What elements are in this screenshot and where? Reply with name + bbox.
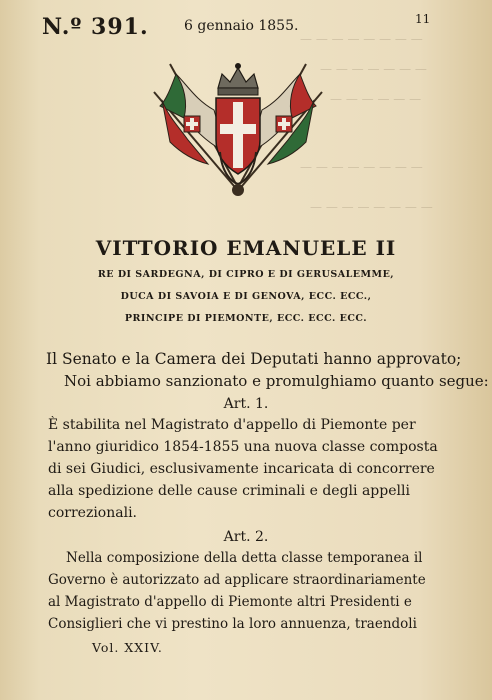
article-line: l'anno giuridico 1854-1855 una nuova classe composta	[48, 439, 438, 455]
show-through-text: — — — — — — —	[320, 62, 427, 76]
preamble-line: Noi abbiamo sanzionato e promulghiamo quanto segue:	[64, 372, 489, 390]
article-line: correzionali.	[48, 505, 137, 521]
sovereign-name: VITTORIO EMANUELE II	[95, 236, 397, 260]
article-line: È stabilita nel Magistrato d'appello di Piemonte per	[48, 417, 416, 433]
volume-signature: Vol. XXIV.	[92, 640, 163, 655]
article-line: di sei Giudici, esclusivamente incaricata di concorrere	[48, 461, 435, 477]
article-line: Consiglieri che vi prestino la loro annuenza, traendoli	[48, 616, 417, 632]
decree-number: N.º 391.	[42, 14, 149, 40]
article-heading: Art. 1.	[223, 396, 269, 412]
article-line: alla spedizione delle cause criminali e degli appelli	[48, 483, 410, 499]
badge-icon	[232, 184, 244, 196]
preamble-line: Il Senato e la Camera dei Deputati hanno approvato;	[46, 350, 462, 368]
document-header	[0, 8, 492, 38]
sovereign-title-line: PRINCIPE DI PIEMONTE, ECC. ECC. ECC.	[124, 313, 368, 324]
crown-icon	[218, 63, 258, 95]
decree-date: 6 gennaio 1855.	[184, 18, 299, 34]
page-number: 11	[415, 12, 431, 26]
article-line: al Magistrato d'appello di Piemonte altri Presidenti e	[48, 594, 412, 610]
savoy-coat-of-arms-icon	[148, 56, 328, 206]
sovereign-title-line: DUCA DI SAVOIA E DI GENOVA, ECC. ECC.,	[120, 291, 372, 302]
show-through-text: — — — — — —	[330, 92, 422, 106]
article-line: Governo è autorizzato ad applicare straordinariamente	[48, 572, 426, 588]
show-through-text: — — — — — — — —	[300, 32, 423, 46]
sovereign-title-line: RE DI SARDEGNA, DI CIPRO E DI GERUSALEMME,	[97, 269, 395, 280]
article-line: Nella composizione della detta classe temporanea il	[66, 550, 423, 566]
sovereign-titles	[0, 264, 492, 330]
show-through-text: — — — — — — — —	[300, 160, 423, 174]
article-heading: Art. 2.	[223, 529, 269, 545]
show-through-text: — — — — — — — —	[310, 200, 433, 214]
